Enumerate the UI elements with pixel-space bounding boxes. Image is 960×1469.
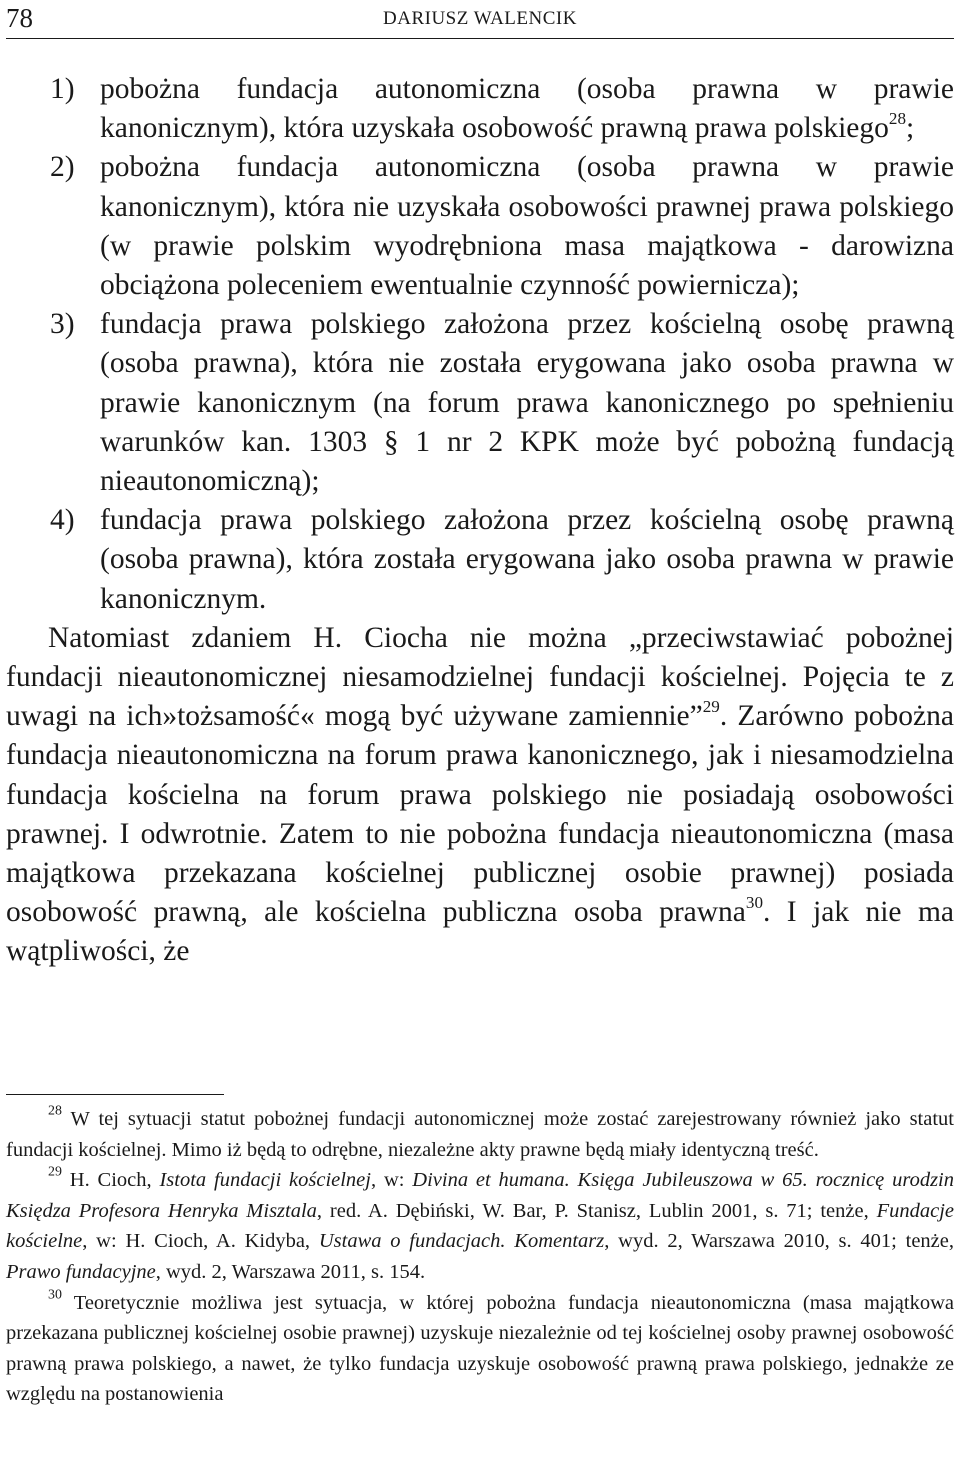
paragraph-text: . I jak nie ma wątpliwości, że — [6, 896, 954, 968]
footnote-28 — [6, 1104, 954, 1165]
footnote-30 — [6, 1288, 954, 1410]
footnote-number: 30 — [48, 1287, 62, 1303]
footnote-text: , wyd. 2, Warszawa 2010, s. 401; tenże, — [604, 1230, 955, 1253]
footnote-text: , red. A. Dębiński, W. Bar, P. Stanisz, Lublin 2001, s. 71; tenże, — [316, 1199, 877, 1222]
footnote-title-italic: Prawo fundacyjne — [6, 1260, 156, 1283]
running-header-author: DARIUSZ WALENCIK — [383, 8, 577, 29]
footnote-ref-30[interactable]: 30 — [745, 893, 763, 913]
footnotes-section — [6, 1104, 954, 1410]
list-item-number: 1) — [50, 73, 75, 105]
body-paragraph — [6, 619, 954, 972]
footnote-title-italic: Divina et humana. Księga Jubileuszowa w 65. rocznicę urodzin Księdza Profesora Henryka Misztala — [6, 1169, 955, 1222]
footnote-title-italic: Fundacje kościelne — [6, 1199, 954, 1253]
footnote-separator — [6, 1094, 224, 1095]
footnote-ref-29[interactable]: 29 — [702, 697, 720, 717]
footnote-text: , wyd. 2, Warszawa 2011, s. 154. — [155, 1260, 426, 1283]
list-item-text: fundacja prawa polskiego założona przez kościelną osobę prawną (osoba prawna), która nie została erygowana jako osoba prawna w prawie kanonicznym (na forum prawa kanonicznego po spełnieniu warunków kan. 1303 § 1 nr 2 KPK może być pobożną fundacją nieautonomiczną); — [100, 308, 954, 498]
list-item-number: 4) — [50, 504, 75, 537]
page-number: 78 — [6, 3, 33, 33]
paragraph-text: . Zarówno pobożna fundacja nieautonomiczna na forum prawa kanonicznego, jak i niesamodzielna fundacja kościelna na forum prawa polskiego nie posiadają osobowości prawnej. I odwrotnie. Zatem to nie pobożna fundacja nieautonomiczna (masa majątkowa przekazana kościelnej publicznej osobie prawnej) posiada osobowość prawną, ale kościelna publiczna osoba prawna — [6, 700, 954, 929]
footnote-number: 28 — [48, 1103, 62, 1119]
footnote-text: , w: H. Cioch, A. Kidyba, — [82, 1230, 319, 1253]
numbered-list — [6, 70, 954, 619]
list-item — [6, 70, 954, 148]
list-item — [6, 501, 954, 619]
footnote-text: H. Cioch, — [61, 1169, 160, 1192]
list-item-punctuation: ; — [906, 112, 915, 145]
footnote-text: Teoretycznie możliwa jest sytuacja, w której pobożna fundacja nieautonomiczna (masa majątkowa przekazana publicznej kościelnej osobie prawnej) uzyskuje niezależnie od tej kościelnej osoby prawnej osobowość prawną prawa polskiego, a nawet, że tylko fundacja uzyskuje osobowość prawną prawa polskiego, jednakże ze względu na postanowienia — [6, 1291, 954, 1406]
footnote-text: , w: — [370, 1169, 413, 1192]
list-item-text: pobożna fundacja autonomiczna (osoba prawna w prawie kanonicznym), która nie uzyskała osobowości prawnej prawa polskiego (w prawie polskim wyodrębniona masa majątkowa - darowizna obciążona poleceniem ewentualnie czynność powiernicza); — [100, 151, 954, 302]
running-header — [6, 0, 954, 39]
footnote-title-italic: Istota fundacji kościelnej — [159, 1169, 371, 1192]
paragraph-text: Natomiast zdaniem H. Ciocha nie można „przeciwstawiać pobożnej fundacji nieautonomicznej niesamodzielnej fundacji kościelnej. Pojęcia te z uwagi na ich»tożsamość« mogą być używane zamiennie” — [6, 621, 954, 733]
footnote-ref-28[interactable]: 28 — [888, 109, 907, 129]
main-text — [6, 70, 954, 972]
list-item — [6, 148, 954, 305]
list-item-number: 3) — [50, 308, 75, 341]
footnote-text: W tej sytuacji statut pobożnej fundacji autonomicznej może zostać zarejestrowany również jako statut fundacji kościelnej. Mimo iż będą to odrębne, niezależne akty prawne będą miały identyczną treść. — [6, 1108, 954, 1161]
list-item — [6, 305, 954, 501]
list-item-text: fundacja prawa polskiego założona przez kościelną osobę prawną (osoba prawna), która została erygowana jako osoba prawna w prawie kanonicznym. — [100, 504, 954, 615]
list-item-number: 2) — [50, 151, 75, 184]
footnote-number: 29 — [48, 1164, 62, 1180]
footnote-29 — [6, 1165, 954, 1287]
list-item-text: pobożna fundacja autonomiczna (osoba prawna w prawie kanonicznym), która uzyskała osobowość prawną prawa polskiego — [100, 73, 954, 145]
footnote-title-italic: Ustawa o fundacjach. Komentarz — [318, 1230, 605, 1253]
